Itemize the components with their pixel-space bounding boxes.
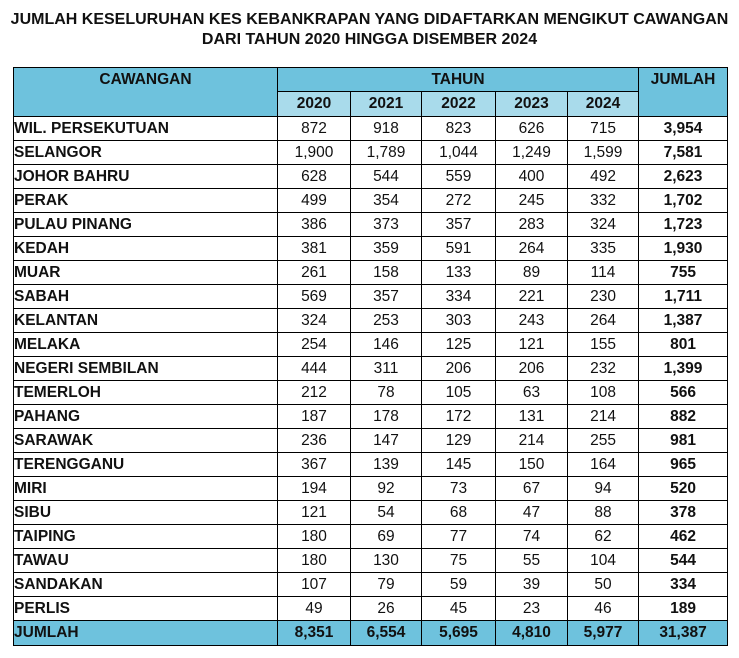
year-value-cell: 89: [496, 261, 568, 285]
year-value-cell: 78: [351, 381, 422, 405]
table-row: [14, 381, 728, 405]
year-value-cell: 130: [351, 549, 422, 573]
year-value-cell: 104: [568, 549, 639, 573]
year-value-cell: 75: [422, 549, 496, 573]
year-value-cell: 121: [278, 501, 351, 525]
year-value-cell: 255: [568, 429, 639, 453]
total-row-value: 5,695: [422, 621, 496, 646]
year-value-cell: 492: [568, 165, 639, 189]
year-value-cell: 62: [568, 525, 639, 549]
table-row: [14, 117, 728, 141]
year-value-cell: 283: [496, 213, 568, 237]
year-value-cell: 367: [278, 453, 351, 477]
year-value-cell: 164: [568, 453, 639, 477]
year-value-cell: 1,249: [496, 141, 568, 165]
year-value-cell: 74: [496, 525, 568, 549]
branch-total-cell: 378: [639, 501, 728, 525]
branch-total-cell: 801: [639, 333, 728, 357]
table-row: [14, 213, 728, 237]
year-value-cell: 918: [351, 117, 422, 141]
year-value-cell: 79: [351, 573, 422, 597]
table-row: [14, 477, 728, 501]
year-value-cell: 272: [422, 189, 496, 213]
table-row: [14, 549, 728, 573]
branch-name: MIRI: [14, 477, 278, 501]
year-value-cell: 499: [278, 189, 351, 213]
year-value-cell: 1,900: [278, 141, 351, 165]
branch-name: MUAR: [14, 261, 278, 285]
year-value-cell: 354: [351, 189, 422, 213]
branch-name: PERAK: [14, 189, 278, 213]
year-value-cell: 114: [568, 261, 639, 285]
year-value-cell: 872: [278, 117, 351, 141]
table-row: [14, 453, 728, 477]
year-value-cell: 131: [496, 405, 568, 429]
year-value-cell: 245: [496, 189, 568, 213]
year-value-cell: 194: [278, 477, 351, 501]
year-value-cell: 206: [496, 357, 568, 381]
total-row-value: 6,554: [351, 621, 422, 646]
year-value-cell: 46: [568, 597, 639, 621]
branch-name: TERENGGANU: [14, 453, 278, 477]
year-value-cell: 63: [496, 381, 568, 405]
year-value-cell: 264: [496, 237, 568, 261]
branch-total-cell: 3,954: [639, 117, 728, 141]
total-row-value: 8,351: [278, 621, 351, 646]
year-value-cell: 88: [568, 501, 639, 525]
year-value-cell: 823: [422, 117, 496, 141]
header-year: 2023: [496, 92, 568, 117]
year-value-cell: 357: [351, 285, 422, 309]
branch-name: JOHOR BAHRU: [14, 165, 278, 189]
year-value-cell: 253: [351, 309, 422, 333]
year-value-cell: 626: [496, 117, 568, 141]
year-value-cell: 73: [422, 477, 496, 501]
year-value-cell: 180: [278, 549, 351, 573]
year-value-cell: 324: [568, 213, 639, 237]
year-value-cell: 214: [568, 405, 639, 429]
branch-name: SIBU: [14, 501, 278, 525]
year-value-cell: 92: [351, 477, 422, 501]
branch-name: WIL. PERSEKUTUAN: [14, 117, 278, 141]
branch-name: TEMERLOH: [14, 381, 278, 405]
year-value-cell: 45: [422, 597, 496, 621]
year-value-cell: 232: [568, 357, 639, 381]
branch-total-cell: 189: [639, 597, 728, 621]
year-value-cell: 107: [278, 573, 351, 597]
branch-total-cell: 882: [639, 405, 728, 429]
table-row: [14, 525, 728, 549]
year-value-cell: 147: [351, 429, 422, 453]
table-body: [14, 117, 728, 621]
header-year: 2024: [568, 92, 639, 117]
year-value-cell: 49: [278, 597, 351, 621]
year-value-cell: 559: [422, 165, 496, 189]
year-value-cell: 303: [422, 309, 496, 333]
table-row: [14, 597, 728, 621]
year-value-cell: 125: [422, 333, 496, 357]
year-value-cell: 146: [351, 333, 422, 357]
year-value-cell: 381: [278, 237, 351, 261]
title-line-1: JUMLAH KESELURUHAN KES KEBANKRAPAN YANG DIDAFTARKAN MENGIKUT CAWANGAN: [10, 11, 729, 28]
year-value-cell: 158: [351, 261, 422, 285]
table-row: [14, 309, 728, 333]
branch-total-cell: 755: [639, 261, 728, 285]
year-value-cell: 569: [278, 285, 351, 309]
table-row: [14, 165, 728, 189]
year-value-cell: 129: [422, 429, 496, 453]
year-value-cell: 373: [351, 213, 422, 237]
branch-name: PERLIS: [14, 597, 278, 621]
year-value-cell: 47: [496, 501, 568, 525]
branch-total-cell: 7,581: [639, 141, 728, 165]
branch-total-cell: 1,723: [639, 213, 728, 237]
year-value-cell: 187: [278, 405, 351, 429]
year-value-cell: 1,599: [568, 141, 639, 165]
branch-name: KELANTAN: [14, 309, 278, 333]
branch-name: SELANGOR: [14, 141, 278, 165]
year-value-cell: 172: [422, 405, 496, 429]
header-year: 2021: [351, 92, 422, 117]
year-value-cell: 77: [422, 525, 496, 549]
total-row-value: 4,810: [496, 621, 568, 646]
table-row: [14, 405, 728, 429]
year-value-cell: 334: [422, 285, 496, 309]
total-row-value: 5,977: [568, 621, 639, 646]
branch-total-cell: 544: [639, 549, 728, 573]
year-value-cell: 324: [278, 309, 351, 333]
year-value-cell: 155: [568, 333, 639, 357]
header-year: 2022: [422, 92, 496, 117]
title-line-2: DARI TAHUN 2020 HINGGA DISEMBER 2024: [201, 31, 538, 48]
year-value-cell: 628: [278, 165, 351, 189]
year-value-cell: 332: [568, 189, 639, 213]
year-value-cell: 145: [422, 453, 496, 477]
bankruptcy-cases-table: [13, 67, 728, 646]
year-value-cell: 105: [422, 381, 496, 405]
header-total: JUMLAH: [639, 68, 728, 117]
branch-total-cell: 981: [639, 429, 728, 453]
year-value-cell: 23: [496, 597, 568, 621]
branch-total-cell: 462: [639, 525, 728, 549]
branch-name: NEGERI SEMBILAN: [14, 357, 278, 381]
year-value-cell: 444: [278, 357, 351, 381]
branch-name: PAHANG: [14, 405, 278, 429]
table-title: [0, 0, 739, 50]
year-value-cell: 69: [351, 525, 422, 549]
year-value-cell: 335: [568, 237, 639, 261]
year-value-cell: 311: [351, 357, 422, 381]
branch-total-cell: 1,711: [639, 285, 728, 309]
year-value-cell: 243: [496, 309, 568, 333]
year-value-cell: 1,044: [422, 141, 496, 165]
branch-name: TAWAU: [14, 549, 278, 573]
branch-name: SARAWAK: [14, 429, 278, 453]
year-value-cell: 206: [422, 357, 496, 381]
year-value-cell: 254: [278, 333, 351, 357]
table-row: [14, 357, 728, 381]
branch-total-cell: 2,623: [639, 165, 728, 189]
year-value-cell: 150: [496, 453, 568, 477]
year-value-cell: 221: [496, 285, 568, 309]
year-value-cell: 55: [496, 549, 568, 573]
year-value-cell: 386: [278, 213, 351, 237]
year-value-cell: 230: [568, 285, 639, 309]
year-value-cell: 357: [422, 213, 496, 237]
year-value-cell: 264: [568, 309, 639, 333]
total-row-label: JUMLAH: [14, 621, 278, 646]
year-value-cell: 68: [422, 501, 496, 525]
table-row: [14, 285, 728, 309]
year-value-cell: 591: [422, 237, 496, 261]
year-value-cell: 178: [351, 405, 422, 429]
branch-name: TAIPING: [14, 525, 278, 549]
year-value-cell: 121: [496, 333, 568, 357]
table-row: [14, 237, 728, 261]
table-row: [14, 141, 728, 165]
header-year-group: TAHUN: [278, 68, 639, 92]
year-value-cell: 212: [278, 381, 351, 405]
header-year: 2020: [278, 92, 351, 117]
year-value-cell: 67: [496, 477, 568, 501]
branch-total-cell: 1,702: [639, 189, 728, 213]
total-row: [14, 621, 728, 646]
year-value-cell: 1,789: [351, 141, 422, 165]
year-value-cell: 180: [278, 525, 351, 549]
year-value-cell: 54: [351, 501, 422, 525]
year-value-cell: 26: [351, 597, 422, 621]
grand-total: 31,387: [639, 621, 728, 646]
year-value-cell: 544: [351, 165, 422, 189]
year-value-cell: 359: [351, 237, 422, 261]
year-value-cell: 50: [568, 573, 639, 597]
branch-name: SANDAKAN: [14, 573, 278, 597]
table-row: [14, 333, 728, 357]
branch-total-cell: 965: [639, 453, 728, 477]
branch-name: KEDAH: [14, 237, 278, 261]
table-row: [14, 501, 728, 525]
branch-total-cell: 566: [639, 381, 728, 405]
branch-total-cell: 334: [639, 573, 728, 597]
year-value-cell: 214: [496, 429, 568, 453]
year-value-cell: 261: [278, 261, 351, 285]
branch-total-cell: 520: [639, 477, 728, 501]
branch-total-cell: 1,387: [639, 309, 728, 333]
year-value-cell: 236: [278, 429, 351, 453]
table-row: [14, 189, 728, 213]
table-row: [14, 573, 728, 597]
year-value-cell: 94: [568, 477, 639, 501]
year-value-cell: 39: [496, 573, 568, 597]
year-value-cell: 59: [422, 573, 496, 597]
table-row: [14, 261, 728, 285]
branch-name: PULAU PINANG: [14, 213, 278, 237]
year-value-cell: 715: [568, 117, 639, 141]
branch-total-cell: 1,399: [639, 357, 728, 381]
year-value-cell: 400: [496, 165, 568, 189]
year-value-cell: 139: [351, 453, 422, 477]
year-value-cell: 133: [422, 261, 496, 285]
branch-total-cell: 1,930: [639, 237, 728, 261]
header-branch: CAWANGAN: [14, 68, 278, 117]
branch-name: MELAKA: [14, 333, 278, 357]
year-value-cell: 108: [568, 381, 639, 405]
branch-name: SABAH: [14, 285, 278, 309]
table-row: [14, 429, 728, 453]
